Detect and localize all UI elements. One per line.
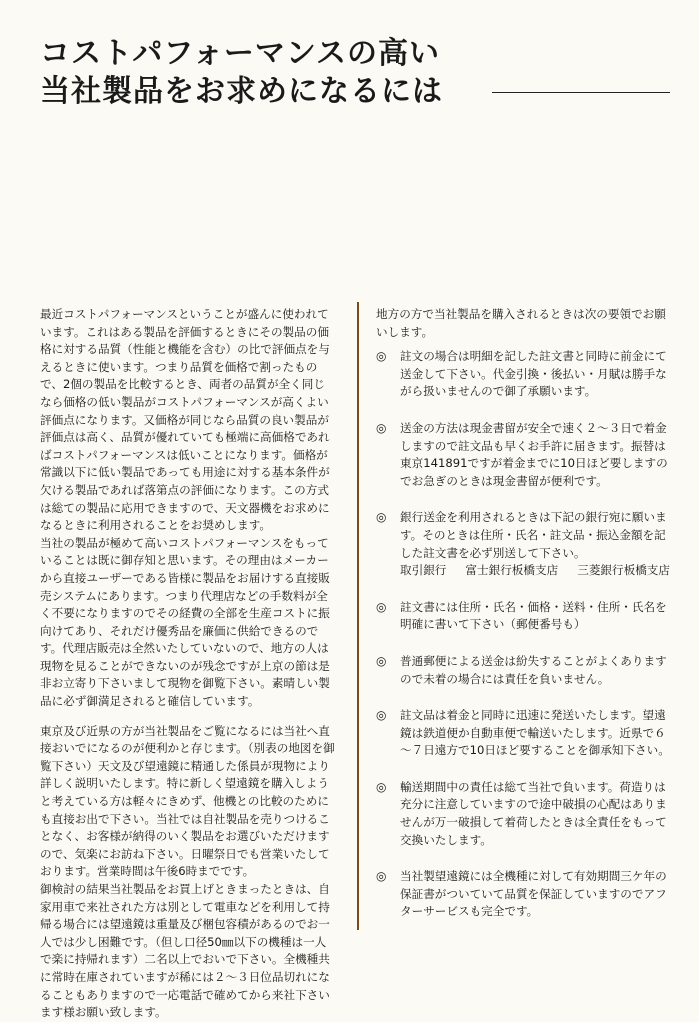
paragraph-purchase: 御検討の結果当社製品をお買上げときまったときは、自家用車で来社された方は別として電車などを利用して持帰る場合には望遠鏡は重量及び梱包容積があるのでお一人では少し困難です。（但し口径50㎜以下の機種は一人で楽に持帰れます）二名以上でおいで下さい。全機種共に常時在庫されていますが稀には２～３日位品切れになることもありますので一応電話で確めてから来社下さいます様お願い致します。 xyxy=(40,882,330,1020)
column-divider xyxy=(357,302,359,930)
list-item-text: 輸送期間中の責任は総て当社で負います。荷造りは充分に注意していますので途中破損の心配はありませんが万一破損して着荷したときは全責任をもって交換いたします。 xyxy=(400,779,667,847)
list-item-text: 送金の方法は現金書留が安全で速く２～３日で着金しますので註文品も早くお手許に届きます。振替は東京141891ですが着金までに10日ほど要しますのでお急ぎのときは現金書留が便利です。 xyxy=(400,420,668,488)
bank-list xyxy=(400,562,676,580)
list-item-text: 註文の場合は明細を記した註文書と同時に前金にて送金して下さい。代金引換・後払い・月賦は勝手ながら扱いませんので御了承願います。 xyxy=(400,349,667,399)
bank-list-label: 取引銀行 xyxy=(400,563,447,578)
list-item-text: 当社製望遠鏡には全機種に対して有効期間三ケ年の保証書がついていて品質を保証していますのでアフターサービスも完全です。 xyxy=(400,869,667,919)
page-title-line-2: 当社製品をお求めになるには xyxy=(40,74,443,109)
list-item xyxy=(376,707,676,760)
bullet-icon: ◎ xyxy=(376,653,387,668)
title-rule xyxy=(492,92,670,93)
left-column xyxy=(40,306,336,1022)
bullet-icon: ◎ xyxy=(376,779,387,794)
ordering-intro: 地方の方で当社製品を購入されるときは次の要領でお願いします。 xyxy=(376,307,666,339)
list-item xyxy=(376,599,676,634)
list-item xyxy=(376,348,676,401)
list-item xyxy=(376,653,676,688)
list-item-text: 普通郵便による送金は紛失することがよくありますので未着の場合には責任を負いません。 xyxy=(400,653,667,686)
page-title-line-1: コストパフォーマンスの高い xyxy=(40,36,440,71)
bullet-icon: ◎ xyxy=(376,869,387,884)
paragraph-visit: 東京及び近県の方が当社製品をご覧になるには当社へ直接おいでになるのが便利かと存じます。（別表の地図を御覧下さい）天文及び望遠鏡に精通した係員が現物により詳しく説明いたします。特に新しく望遠鏡を購入しようと考えている方は軽々にきめず、他機との比較のためにも直接お出で下さい。当社では自社製品を売りつけることなく、お客様が納得のいく製品をお選びいただけますので、気楽にお訪ね下さい。日曜祭日でも営業いたしております。営業時間は午後6時までです。 xyxy=(40,723,335,879)
bank-mitsubishi: 三菱銀行板橋支店 xyxy=(577,563,670,578)
right-column xyxy=(376,306,676,940)
list-item xyxy=(376,779,676,849)
bullet-icon: ◎ xyxy=(376,510,387,525)
list-item xyxy=(376,420,676,490)
bullet-icon: ◎ xyxy=(376,349,387,364)
paragraph-cost-performance: 最近コストパフォーマンスということが盛んに使われています。これはある製品を評価するときにその製品の価格に対する品質（性能と機能を含む）の比で評価点を与えるときに使います。つまり品質を価格で割ったもので、2個の製品を比較するとき、両者の品質が全く同じなら価格の低い製品がコストパフォーマンスが高くよい評価点になります。又価格が同じなら品質の良い製品が評価点は高く、品質が優れていても極端に高価格であればコストパフォーマンスは低いことになります。価格が常識以下に低い製品であっても用途に対する基本条件が欠ける製品であれば落第点の評価になります。この方式は総ての製品に応用できますので、天文器機をお求めになるときに利用されることをお奨めします。 xyxy=(40,307,330,533)
bullet-icon: ◎ xyxy=(376,599,387,614)
list-item xyxy=(376,509,676,579)
bullet-icon: ◎ xyxy=(376,420,387,435)
bullet-icon: ◎ xyxy=(376,708,387,723)
list-item-text: 註文書には住所・氏名・価格・送料・住所・氏名を明確に書いて下さい（郵便番号も） xyxy=(400,599,667,632)
list-item xyxy=(376,868,676,921)
list-item-text: 銀行送金を利用されるときは下記の銀行宛に願います。そのときは住所・氏名・註文品・振込金額を記した註文書を必ず別送して下さい。 xyxy=(400,510,667,560)
list-item-text: 註文品は着金と同時に迅速に発送いたします。望遠鏡は鉄道便か自動車便で輸送いたします。近県で６～７日遠方で10日ほど要することを御承知下さい。 xyxy=(400,708,670,758)
paragraph-direct-sales: 当社の製品が極めて高いコストパフォーマンスをもっていることは既に御存知と思います。その理由はメーカーから直接ユーザーである皆様に製品をお届けする直接販売システムにあります。つまり代理店などの手数料が全く不要になりますのでその経費の全部を生産コストに振向けてあり、それだけ優秀品を廉価に供給できるのです。代理店販売は全然いたしていないので、地方の人は現物を見ることができないのが残念ですが上京の節は是非お立寄り下さいまして現物を御覧下さい。素晴しい製品に必ず御満足されると確信しています。 xyxy=(40,535,330,709)
bank-fuji: 富士銀行板橋支店 xyxy=(465,563,559,578)
